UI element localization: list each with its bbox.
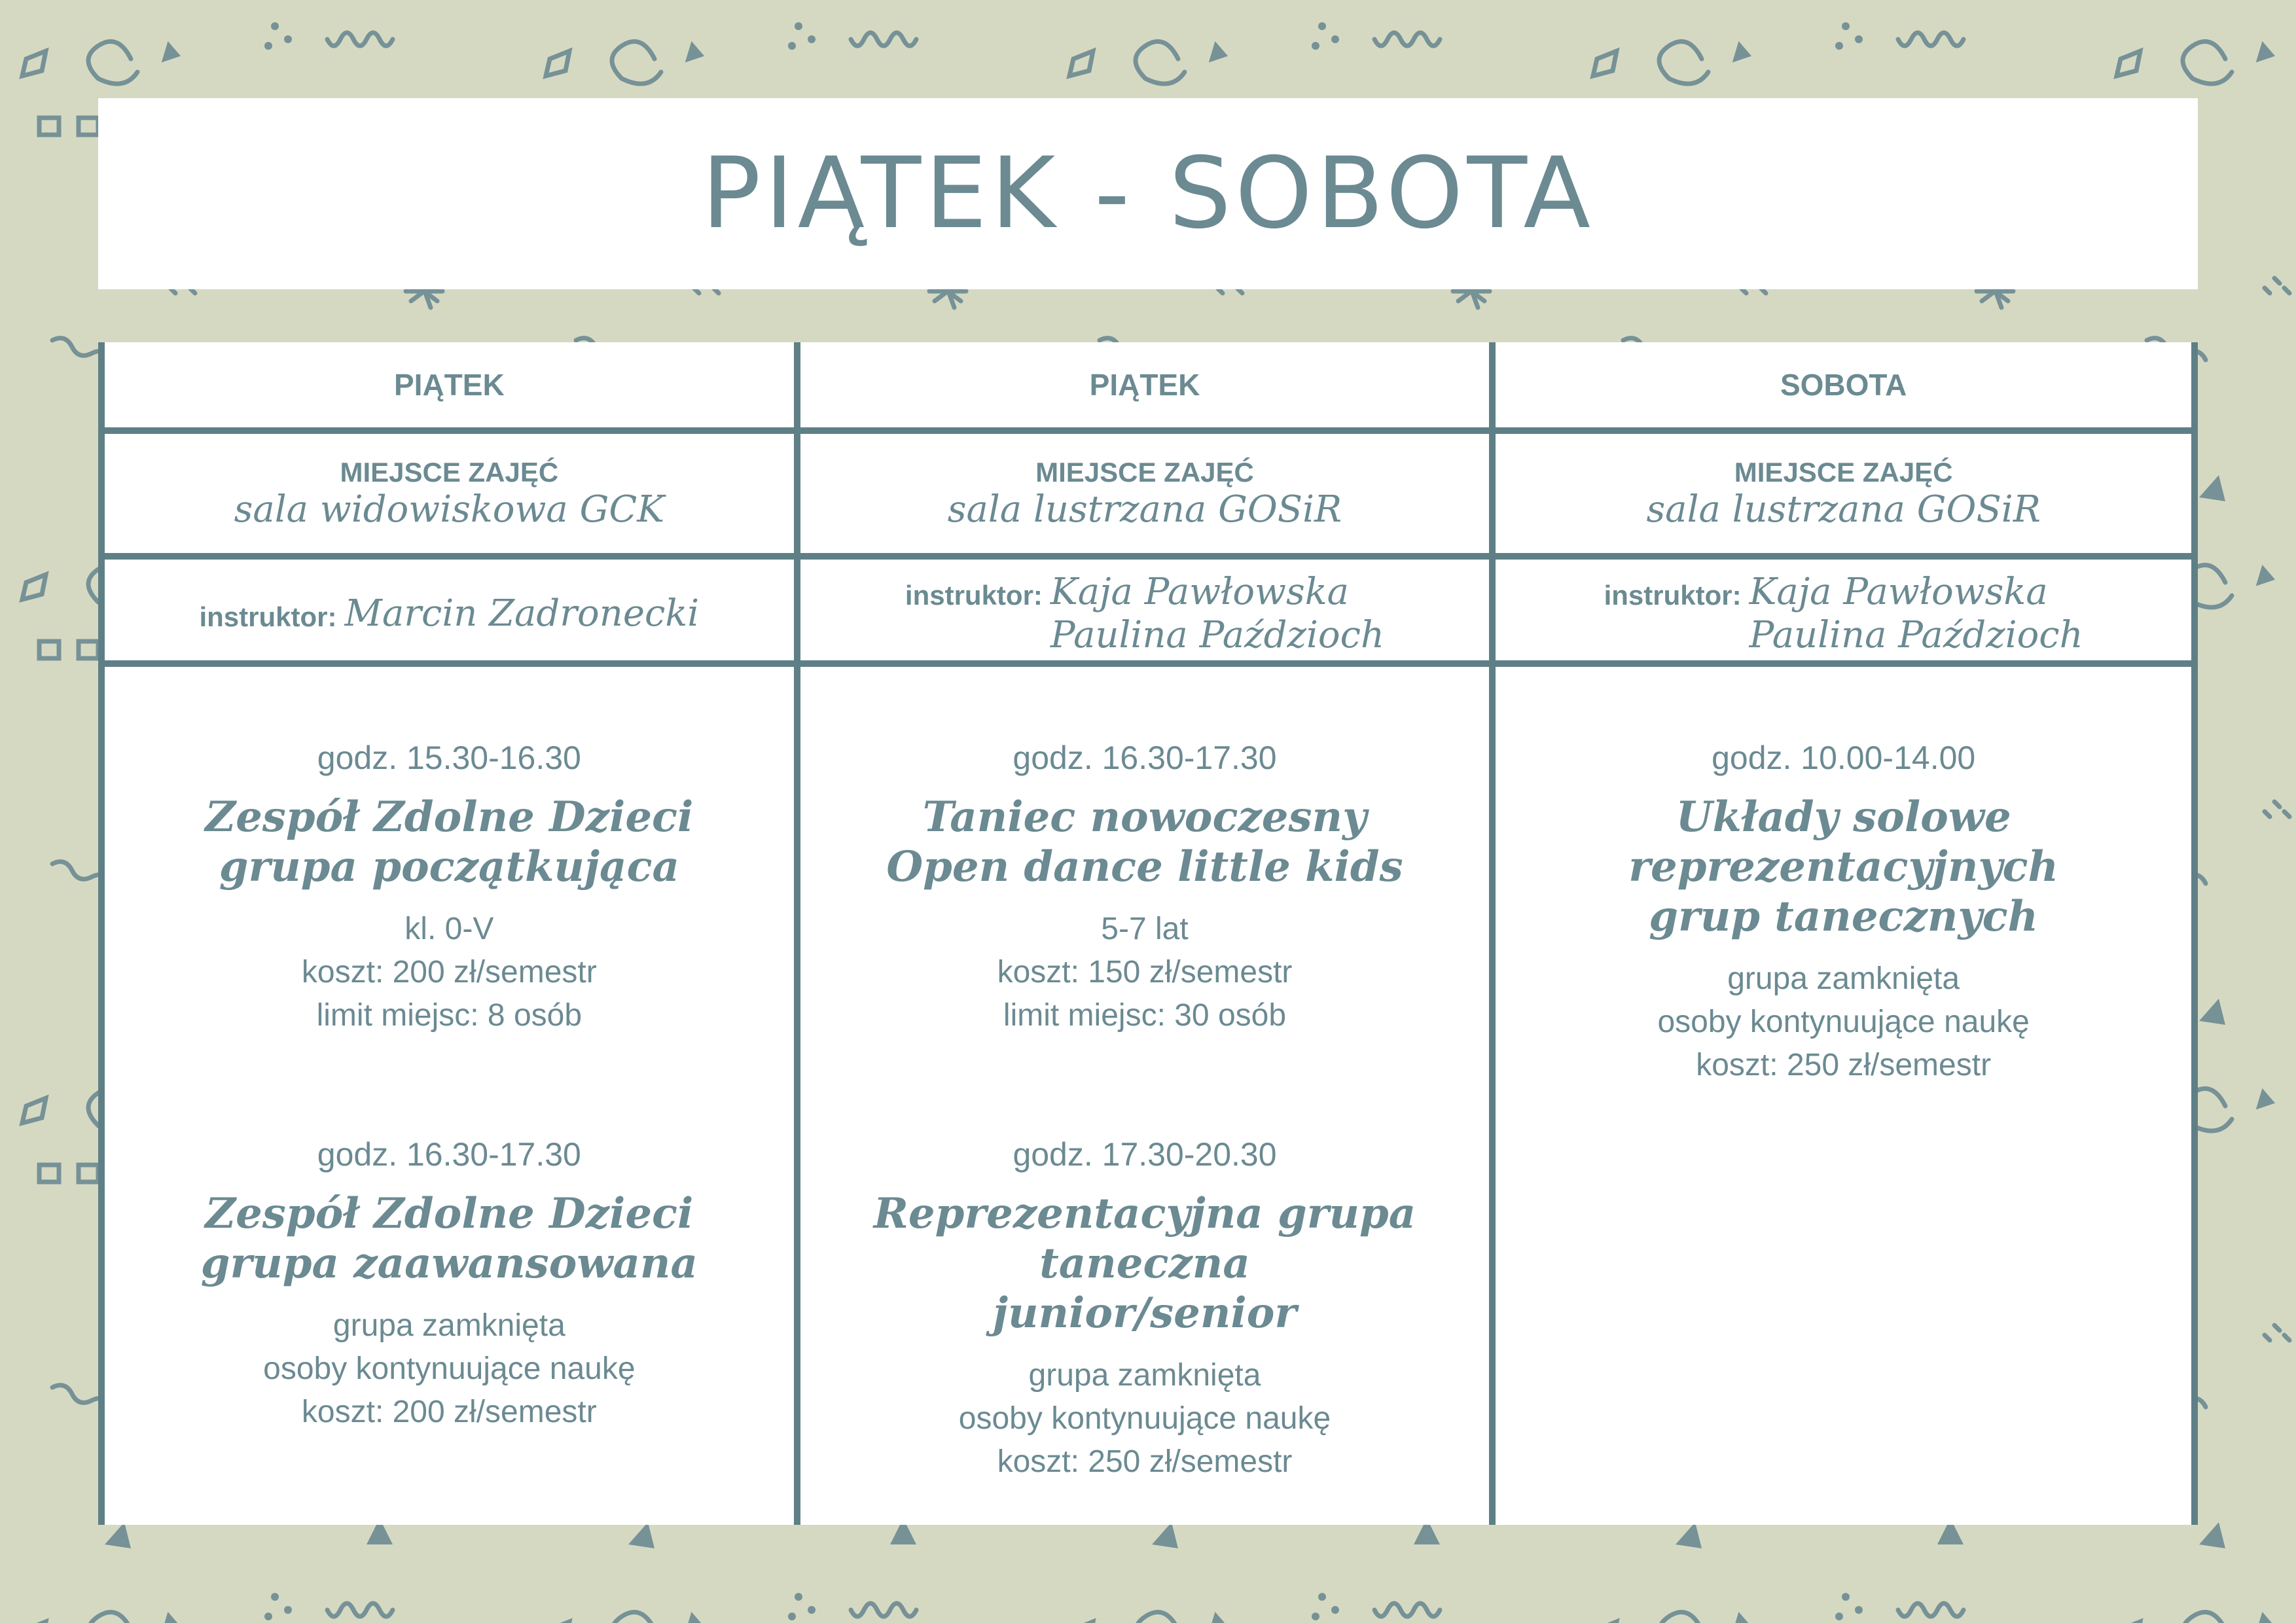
class-entry [205, 739, 693, 1037]
place-name: sala lustrzana GOSiR [947, 488, 1342, 531]
events-cell-2 [800, 667, 1496, 1525]
instructor-cell-2 [800, 560, 1496, 667]
class-title: grupa początkująca [219, 842, 679, 891]
class-time: godz. 16.30-17.30 [1013, 740, 1277, 776]
class-detail: grupa zamknięta [1028, 1358, 1261, 1393]
class-entry [886, 739, 1403, 1037]
class-title: Reprezentacyjna grupa taneczna [873, 1189, 1416, 1288]
class-title: reprezentacyjnych [1628, 842, 2059, 891]
place-cell-2 [800, 434, 1496, 560]
instructor-label: instruktor: [1604, 580, 1742, 611]
class-detail: 5-7 lat [1101, 912, 1189, 946]
title-banner [98, 98, 2198, 289]
class-detail: koszt: 150 zł/semestr [997, 955, 1293, 990]
instructor-name: Kaja Pawłowska [1050, 571, 1350, 613]
class-detail: limit miejsc: 30 osób [1003, 998, 1287, 1033]
class-title: Zespół Zdolne Dzieci [205, 1189, 694, 1238]
class-time: godz. 10.00-14.00 [1712, 740, 1976, 776]
class-detail: grupa zamknięta [332, 1308, 565, 1343]
instructor-name: Paulina Paździoch [1749, 614, 2083, 656]
class-title: grup tanecznych [1649, 892, 2039, 941]
class-detail: limit miejsc: 8 osób [316, 998, 583, 1033]
class-entry [1628, 739, 2058, 1087]
place-cell-1 [105, 434, 800, 560]
day-label: PIĄTEK [393, 368, 505, 402]
events-cell-3 [1496, 667, 2191, 1525]
instructor-name: Paulina Paździoch [1050, 614, 1385, 656]
class-title: Taniec nowoczesny [922, 793, 1367, 842]
class-title: junior/senior [992, 1289, 1297, 1338]
instructor-cell-1 [105, 560, 800, 667]
day-header-cell-1 [105, 342, 800, 434]
place-name: sala lustrzana GOSiR [1646, 488, 2041, 531]
class-entry [201, 1135, 698, 1434]
day-header-cell-3 [1496, 342, 2191, 434]
instructor-name: Kaja Pawłowska [1749, 571, 2048, 613]
day-label: SOBOTA [1780, 368, 1907, 402]
class-time: godz. 15.30-16.30 [317, 740, 581, 776]
events-cell-1 [105, 667, 800, 1525]
class-detail: kl. 0-V [404, 912, 494, 946]
instructor-name: Marcin Zadronecki [344, 592, 700, 635]
day-label: PIĄTEK [1089, 368, 1200, 402]
class-detail: koszt: 200 zł/semestr [301, 1395, 597, 1429]
class-detail: osoby kontynuujące naukę [1657, 1005, 2030, 1039]
class-detail: koszt: 250 zł/semestr [997, 1444, 1293, 1479]
class-detail: osoby kontynuujące naukę [263, 1351, 636, 1386]
class-title: Open dance little kids [886, 842, 1403, 891]
class-time: godz. 16.30-17.30 [317, 1136, 581, 1173]
instructor-cell-3 [1496, 560, 2191, 667]
schedule-table [98, 342, 2198, 1525]
class-detail: grupa zamknięta [1727, 961, 1960, 996]
place-label: MIEJSCE ZAJĘĆ [1035, 456, 1254, 488]
day-header-cell-2 [800, 342, 1496, 434]
class-detail: koszt: 250 zł/semestr [1696, 1048, 1992, 1082]
class-detail: osoby kontynuujące naukę [958, 1401, 1331, 1436]
place-label: MIEJSCE ZAJĘĆ [340, 456, 559, 488]
class-detail: koszt: 200 zł/semestr [301, 955, 597, 990]
page-title: PIĄTEK - SOBOTA [701, 137, 1595, 251]
place-name: sala widowiskowa GCK [234, 488, 665, 531]
instructor-label: instruktor: [199, 601, 337, 632]
place-cell-3 [1496, 434, 2191, 560]
class-title: grupa zaawansowana [200, 1239, 698, 1288]
class-title: Układy solowe [1676, 793, 2011, 842]
class-title: Zespół Zdolne Dzieci [205, 793, 694, 842]
place-label: MIEJSCE ZAJĘĆ [1734, 456, 1953, 488]
class-time: godz. 17.30-20.30 [1013, 1136, 1277, 1173]
instructor-label: instruktor: [905, 580, 1043, 611]
class-entry [800, 1135, 1490, 1484]
